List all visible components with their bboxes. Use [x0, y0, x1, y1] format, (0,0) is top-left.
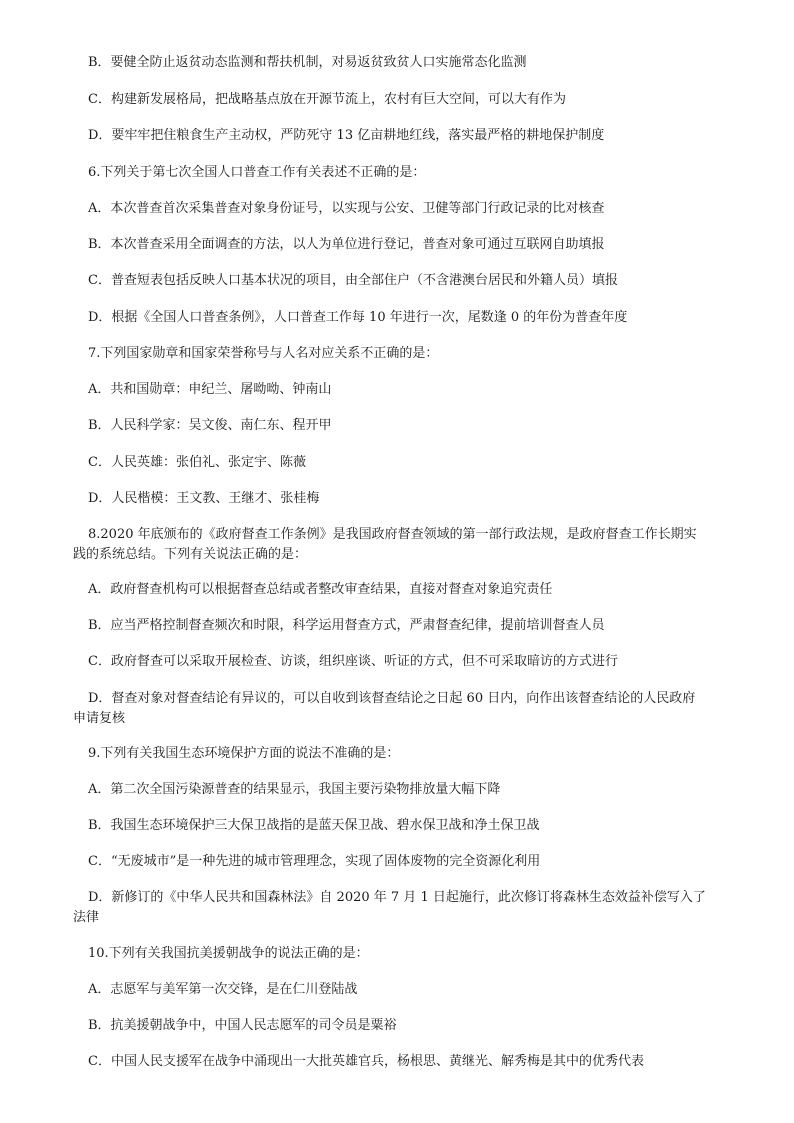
q9-option-b: B．我国生态环境保护三大保卫战指的是蓝天保卫战、碧水保卫战和净土保卫战	[88, 818, 540, 833]
q5-option-c: C．构建新发展格局，把战略基点放在开源节流上，农村有巨大空间，可以大有作为	[88, 92, 566, 107]
q7-option-c: C．人民英雄：张伯礼、张定宇、陈薇	[88, 455, 306, 470]
q7-option-b: B．人民科学家：吴文俊、南仁东、程开甲	[88, 418, 332, 433]
q6-option-d: D．根据《全国人口普查条例》，人口普查工作每 10 年进行一次，尾数逢 0 的年份为普查年度	[88, 310, 628, 325]
q9-option-d-line1: D．新修订的《中华人民共和国森林法》自 2020 年 7 月 1 日起施行，此次修订将森林生态效益补偿写入了	[88, 890, 706, 905]
q9-stem: 9.下列有关我国生态环境保护方面的说法不准确的是：	[88, 746, 400, 761]
q6-stem: 6.下列关于第七次全国人口普查工作有关表述不正确的是：	[88, 165, 426, 180]
q8-option-b: B．应当严格控制督查频次和时限，科学运用督查方式，严肃督查纪律，提前培训督查人员	[88, 618, 605, 633]
q8-option-d-line2: 申请复核	[73, 711, 126, 726]
q8-stem-line1: 8.2020 年底颁布的《政府督查工作条例》是我国政府督查领域的第一部行政法规，是政府督查工作长期实	[88, 527, 697, 542]
q8-stem-line2: 践的系统总结。下列有关说法正确的是：	[73, 547, 308, 562]
q10-option-a: A．志愿军与美军第一次交锋，是在仁川登陆战	[88, 982, 358, 997]
q6-option-b: B．本次普查采用全面调查的方法，以人为单位进行登记，普查对象可通过互联网自助填报	[88, 237, 605, 252]
q7-option-d: D．人民楷模：王文教、王继才、张桂梅	[88, 491, 320, 506]
q8-option-d-line1: D．督查对象对督查结论有异议的，可以自收到该督查结论之日起 60 日内，向作出该督查结论的人民政府	[88, 691, 696, 706]
q5-option-b: B．要健全防止返贫动态监测和帮扶机制，对易返贫致贫人口实施常态化监测	[88, 55, 527, 70]
q9-option-d-line2: 法律	[73, 910, 100, 925]
q10-option-c: C．中国人民支援军在战争中涌现出一大批英雄官兵，杨根思、黄继光、解秀梅是其中的优秀代表	[88, 1054, 644, 1069]
q6-option-a: A．本次普查首次采集普查对象身份证号，以实现与公安、卫健等部门行政记录的比对核查	[88, 201, 605, 216]
q9-option-a: A．第二次全国污染源普查的结果显示，我国主要污染物排放量大幅下降	[88, 782, 501, 797]
q10-stem: 10.下列有关我国抗美援朝战争的说法正确的是：	[88, 946, 369, 961]
q7-option-a: A．共和国勋章：申纪兰、屠呦呦、钟南山	[88, 382, 332, 397]
q8-option-a: A．政府督查机构可以根据督查总结或者整改审查结果，直接对督查对象追究责任	[88, 582, 553, 597]
q6-option-c: C．普查短表包括反映人口基本状况的项目，由全部住户（不含港澳台居民和外籍人员）填报	[88, 273, 618, 288]
q7-stem: 7.下列国家勋章和国家荣誉称号与人名对应关系不正确的是：	[88, 346, 439, 361]
q10-option-b: B．抗美援朝战争中，中国人民志愿军的司令员是粟裕	[88, 1018, 397, 1033]
q8-option-c: C．政府督查可以采取开展检查、访谈，组织座谈、听证的方式，但不可采取暗访的方式进行	[88, 654, 618, 669]
q5-option-d: D．要牢牢把住粮食生产主动权，严防死守 13 亿亩耕地红线，落实最严格的耕地保护制度	[88, 128, 605, 143]
q9-option-c: C．“无废城市”是一种先进的城市管理理念，实现了固体废物的完全资源化利用	[88, 854, 541, 869]
